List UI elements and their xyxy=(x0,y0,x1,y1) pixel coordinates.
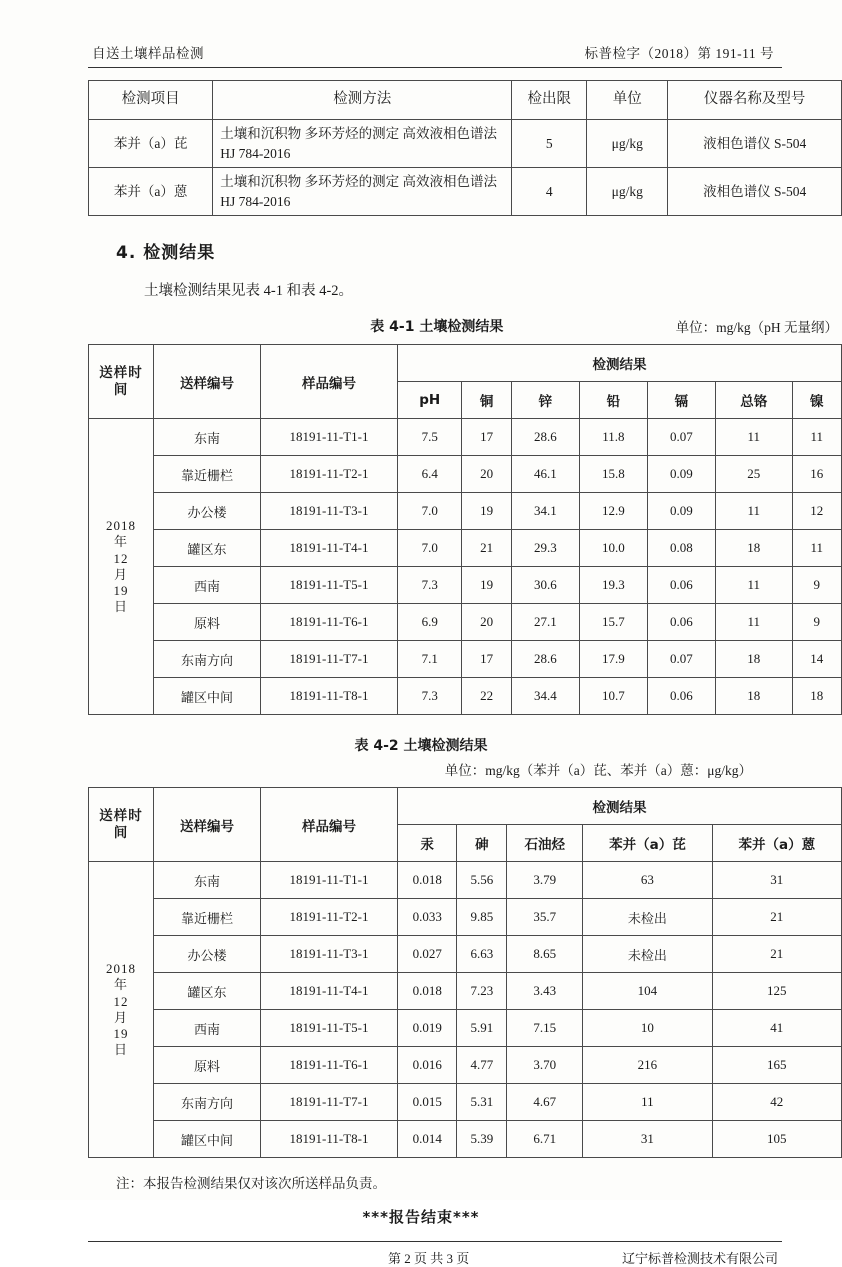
table41-col-time xyxy=(89,345,154,419)
table42-value: 35.7 xyxy=(507,899,583,936)
page-header xyxy=(60,0,782,62)
table42-value: 10 xyxy=(583,1010,712,1047)
table42-value: 8.65 xyxy=(507,936,583,973)
table41-value: 18 xyxy=(715,678,792,715)
table42-value: 21 xyxy=(712,899,841,936)
table41-col-sample-code: 样品编号 xyxy=(261,345,398,419)
table42-date-day-label: 日 xyxy=(113,1042,128,1058)
table41-sample-name: 靠近栅栏 xyxy=(154,456,261,493)
table41-value: 19.3 xyxy=(579,567,647,604)
table41-value: 11 xyxy=(715,567,792,604)
table42-date-year: 2018 xyxy=(106,961,136,976)
table41-date-year: 2018 xyxy=(106,518,136,533)
table-row xyxy=(89,530,842,567)
table41-sample-code: 18191-11-T7-1 xyxy=(261,641,398,678)
table41-value: 10.7 xyxy=(579,678,647,715)
table41-col-cr: 总铬 xyxy=(715,382,792,419)
table42-value: 7.23 xyxy=(457,973,507,1010)
table42-value: 5.91 xyxy=(457,1010,507,1047)
table41-value: 17 xyxy=(462,641,511,678)
table41-value: 11 xyxy=(715,493,792,530)
table-row xyxy=(89,1047,842,1084)
table41-header-row xyxy=(89,345,842,382)
table41-value: 14 xyxy=(792,641,841,678)
table42-caption: 表 4-2 土壤检测结果 xyxy=(354,738,488,755)
table41-value: 11.8 xyxy=(579,419,647,456)
footer-page-number: 第 2 页 共 3 页 xyxy=(388,1251,470,1267)
table42-date-year-label: 年 xyxy=(113,977,128,993)
table41-value: 21 xyxy=(462,530,511,567)
methods-unit: μg/kg xyxy=(587,120,668,168)
table41-value: 7.1 xyxy=(398,641,462,678)
table42-value: 未检出 xyxy=(583,899,712,936)
table42-value: 0.018 xyxy=(398,862,457,899)
table41-value: 15.7 xyxy=(579,604,647,641)
table42-value: 63 xyxy=(583,862,712,899)
table41-value: 7.3 xyxy=(398,678,462,715)
table41-value: 15.8 xyxy=(579,456,647,493)
table42-value: 104 xyxy=(583,973,712,1010)
table42-value: 0.033 xyxy=(398,899,457,936)
table41-value: 7.5 xyxy=(398,419,462,456)
table42-value: 0.016 xyxy=(398,1047,457,1084)
table42-col-hg: 汞 xyxy=(398,825,457,862)
table42-sample-code: 18191-11-T6-1 xyxy=(261,1047,398,1084)
table41-sample-name: 罐区中间 xyxy=(154,678,261,715)
table41-date-month-label: 月 xyxy=(113,566,128,582)
table42-value: 5.56 xyxy=(457,862,507,899)
table-41-soil-results xyxy=(88,344,842,715)
table-row xyxy=(89,678,842,715)
table42-value: 165 xyxy=(712,1047,841,1084)
table41-value: 7.0 xyxy=(398,493,462,530)
table42-sample-code: 18191-11-T4-1 xyxy=(261,973,398,1010)
table-row xyxy=(89,1121,842,1158)
table41-value: 20 xyxy=(462,604,511,641)
footer-company: 辽宁标普检测技术有限公司 xyxy=(621,1251,778,1267)
table42-value: 3.43 xyxy=(507,973,583,1010)
header-divider xyxy=(88,67,782,68)
table41-value: 12.9 xyxy=(579,493,647,530)
table41-value: 6.4 xyxy=(398,456,462,493)
methods-limit: 5 xyxy=(512,120,587,168)
table41-sample-code: 18191-11-T8-1 xyxy=(261,678,398,715)
table41-date-cell xyxy=(89,419,154,715)
table42-value: 4.67 xyxy=(507,1084,583,1121)
table42-col-time xyxy=(89,788,154,862)
table41-value: 0.07 xyxy=(647,419,715,456)
table42-value: 6.71 xyxy=(507,1121,583,1158)
table42-sample-name: 东南 xyxy=(154,862,261,899)
methods-limit: 4 xyxy=(512,168,587,216)
table41-value: 10.0 xyxy=(579,530,647,567)
table41-col-ni: 镍 xyxy=(792,382,841,419)
table42-value: 0.018 xyxy=(398,973,457,1010)
table41-value: 22 xyxy=(462,678,511,715)
methods-col-method: 检测方法 xyxy=(213,81,512,120)
table41-sample-name: 原料 xyxy=(154,604,261,641)
table41-value: 19 xyxy=(462,493,511,530)
table41-sample-code: 18191-11-T3-1 xyxy=(261,493,398,530)
table41-sample-code: 18191-11-T2-1 xyxy=(261,456,398,493)
methods-item: 苯并（a）芘 xyxy=(89,120,213,168)
table42-col-sample-no: 送样编号 xyxy=(154,788,261,862)
table42-value: 41 xyxy=(712,1010,841,1047)
table-row xyxy=(89,456,842,493)
table42-sample-code: 18191-11-T8-1 xyxy=(261,1121,398,1158)
table42-col-as: 砷 xyxy=(457,825,507,862)
table42-value: 9.85 xyxy=(457,899,507,936)
table41-value: 28.6 xyxy=(511,419,579,456)
table41-sample-name: 罐区东 xyxy=(154,530,261,567)
table42-value: 0.027 xyxy=(398,936,457,973)
table41-col-sample-no: 送样编号 xyxy=(154,345,261,419)
table42-header-row xyxy=(89,788,842,825)
report-note: 注：本报告检测结果仅对该次所送样品负责。 xyxy=(116,1176,386,1192)
table42-col-results-group: 检测结果 xyxy=(398,788,842,825)
methods-method: 土壤和沉积物 多环芳烃的测定 高效液相色谱法 HJ 784-2016 xyxy=(213,120,512,168)
section-paragraph: 土壤检测结果见表 4-1 和表 4-2。 xyxy=(144,283,354,300)
table42-value: 0.015 xyxy=(398,1084,457,1121)
table41-col-pb: 铅 xyxy=(579,382,647,419)
table-row xyxy=(89,1084,842,1121)
table41-unit-note: 单位：mg/kg（pH 无量纲） xyxy=(675,320,838,336)
table42-sample-name: 靠近栅栏 xyxy=(154,899,261,936)
table41-value: 46.1 xyxy=(511,456,579,493)
table42-value: 4.77 xyxy=(457,1047,507,1084)
table42-date-month: 12 xyxy=(113,993,129,1009)
table42-sample-name: 原料 xyxy=(154,1047,261,1084)
table42-value: 11 xyxy=(583,1084,712,1121)
table41-sample-code: 18191-11-T5-1 xyxy=(261,567,398,604)
section-heading: 4. 检测结果 xyxy=(116,243,216,264)
table41-date-day: 19 xyxy=(113,583,129,598)
table41-value: 18 xyxy=(715,530,792,567)
methods-item: 苯并（a）蒽 xyxy=(89,168,213,216)
table41-col-ph: pH xyxy=(398,382,462,419)
table42-sample-code: 18191-11-T1-1 xyxy=(261,862,398,899)
table42-value: 0.019 xyxy=(398,1010,457,1047)
methods-col-instrument: 仪器名称及型号 xyxy=(668,81,842,120)
table-42-soil-results xyxy=(88,787,842,1158)
table41-value: 30.6 xyxy=(511,567,579,604)
table41-caption-row xyxy=(88,316,842,336)
table-row xyxy=(89,973,842,1010)
table42-value: 未检出 xyxy=(583,936,712,973)
table42-date-cell xyxy=(89,862,154,1158)
table42-unit-note: 单位：mg/kg（苯并（a）芘、苯并（a）蒽：μg/kg） xyxy=(444,763,752,779)
table41-value: 12 xyxy=(792,493,841,530)
table-row xyxy=(89,168,842,216)
page-footer xyxy=(88,1248,782,1267)
table-row xyxy=(89,567,842,604)
table42-col-sample-code: 样品编号 xyxy=(261,788,398,862)
table-row xyxy=(89,1010,842,1047)
table41-value: 28.6 xyxy=(511,641,579,678)
table42-value: 42 xyxy=(712,1084,841,1121)
table41-col-cd: 镉 xyxy=(647,382,715,419)
table41-value: 19 xyxy=(462,567,511,604)
methods-col-limit: 检出限 xyxy=(512,81,587,120)
table41-caption: 表 4-1 土壤检测结果 xyxy=(370,319,504,336)
header-title: 自送土壤样品检测 xyxy=(92,46,204,61)
table42-value: 7.15 xyxy=(507,1010,583,1047)
table42-value: 6.63 xyxy=(457,936,507,973)
report-end-mark: ***报告结束*** xyxy=(362,1208,480,1227)
table42-value: 5.31 xyxy=(457,1084,507,1121)
table42-sample-code: 18191-11-T2-1 xyxy=(261,899,398,936)
footer-divider xyxy=(88,1241,782,1242)
table41-col-cu: 铜 xyxy=(462,382,511,419)
table42-col-baa: 苯并（a）蒽 xyxy=(712,825,841,862)
table41-sample-name: 西南 xyxy=(154,567,261,604)
table42-sample-code: 18191-11-T5-1 xyxy=(261,1010,398,1047)
table41-value: 17.9 xyxy=(579,641,647,678)
methods-col-unit: 单位 xyxy=(587,81,668,120)
methods-table xyxy=(88,80,842,216)
table41-value: 0.09 xyxy=(647,456,715,493)
table42-sample-name: 办公楼 xyxy=(154,936,261,973)
table41-value: 25 xyxy=(715,456,792,493)
table41-col-zn: 锌 xyxy=(511,382,579,419)
table41-value: 0.06 xyxy=(647,567,715,604)
table41-value: 0.06 xyxy=(647,604,715,641)
methods-method: 土壤和沉积物 多环芳烃的测定 高效液相色谱法 HJ 784-2016 xyxy=(213,168,512,216)
table42-sample-code: 18191-11-T7-1 xyxy=(261,1084,398,1121)
table42-value: 31 xyxy=(583,1121,712,1158)
table41-value: 11 xyxy=(715,419,792,456)
methods-col-item: 检测项目 xyxy=(89,81,213,120)
table41-value: 29.3 xyxy=(511,530,579,567)
table42-value: 216 xyxy=(583,1047,712,1084)
table42-sample-code: 18191-11-T3-1 xyxy=(261,936,398,973)
table41-value: 11 xyxy=(792,419,841,456)
table41-value: 6.9 xyxy=(398,604,462,641)
table-row xyxy=(89,120,842,168)
table42-sample-name: 罐区中间 xyxy=(154,1121,261,1158)
table41-value: 18 xyxy=(792,678,841,715)
table41-sample-code: 18191-11-T1-1 xyxy=(261,419,398,456)
table42-date-day: 19 xyxy=(113,1026,129,1041)
methods-unit: μg/kg xyxy=(587,168,668,216)
table42-value: 21 xyxy=(712,936,841,973)
table41-sample-name: 东南方向 xyxy=(154,641,261,678)
table41-sample-name: 办公楼 xyxy=(154,493,261,530)
table41-value: 9 xyxy=(792,604,841,641)
table41-value: 34.4 xyxy=(511,678,579,715)
table-row xyxy=(89,899,842,936)
methods-instrument: 液相色谱仪 S-504 xyxy=(668,120,842,168)
header-report-code: 标普检字（2018）第 191-11 号 xyxy=(584,46,774,61)
table41-value: 11 xyxy=(792,530,841,567)
table41-sample-name: 东南 xyxy=(154,419,261,456)
table41-value: 34.1 xyxy=(511,493,579,530)
table41-value: 7.0 xyxy=(398,530,462,567)
table41-col-time-label: 送样时间 xyxy=(99,364,143,398)
table42-col-time-label: 送样时间 xyxy=(99,807,143,841)
table42-sample-name: 东南方向 xyxy=(154,1084,261,1121)
table42-col-bap: 苯并（a）芘 xyxy=(583,825,712,862)
table41-value: 9 xyxy=(792,567,841,604)
table42-value: 0.014 xyxy=(398,1121,457,1158)
table41-sample-code: 18191-11-T6-1 xyxy=(261,604,398,641)
table-row xyxy=(89,493,842,530)
table42-value: 3.79 xyxy=(507,862,583,899)
methods-table-header-row xyxy=(89,81,842,120)
table41-value: 18 xyxy=(715,641,792,678)
table42-value: 105 xyxy=(712,1121,841,1158)
table41-col-results-group: 检测结果 xyxy=(398,345,842,382)
table41-value: 7.3 xyxy=(398,567,462,604)
table41-value: 0.09 xyxy=(647,493,715,530)
table42-sample-name: 西南 xyxy=(154,1010,261,1047)
table42-value: 31 xyxy=(712,862,841,899)
table41-value: 20 xyxy=(462,456,511,493)
table42-sample-name: 罐区东 xyxy=(154,973,261,1010)
table-row xyxy=(89,641,842,678)
table42-value: 5.39 xyxy=(457,1121,507,1158)
table41-value: 17 xyxy=(462,419,511,456)
table42-date-month-label: 月 xyxy=(113,1009,128,1025)
table-row xyxy=(89,419,842,456)
table41-date-year-label: 年 xyxy=(113,534,128,550)
table41-value: 0.07 xyxy=(647,641,715,678)
table41-date-day-label: 日 xyxy=(113,599,128,615)
methods-instrument: 液相色谱仪 S-504 xyxy=(668,168,842,216)
table41-date-month: 12 xyxy=(113,550,129,566)
table41-sample-code: 18191-11-T4-1 xyxy=(261,530,398,567)
table42-value: 3.70 xyxy=(507,1047,583,1084)
table41-value: 0.08 xyxy=(647,530,715,567)
table-row xyxy=(89,862,842,899)
table41-value: 11 xyxy=(715,604,792,641)
table-row xyxy=(89,604,842,641)
table41-value: 0.06 xyxy=(647,678,715,715)
table-row xyxy=(89,936,842,973)
table41-value: 16 xyxy=(792,456,841,493)
table42-value: 125 xyxy=(712,973,841,1010)
table42-col-tph: 石油烃 xyxy=(507,825,583,862)
table41-value: 27.1 xyxy=(511,604,579,641)
